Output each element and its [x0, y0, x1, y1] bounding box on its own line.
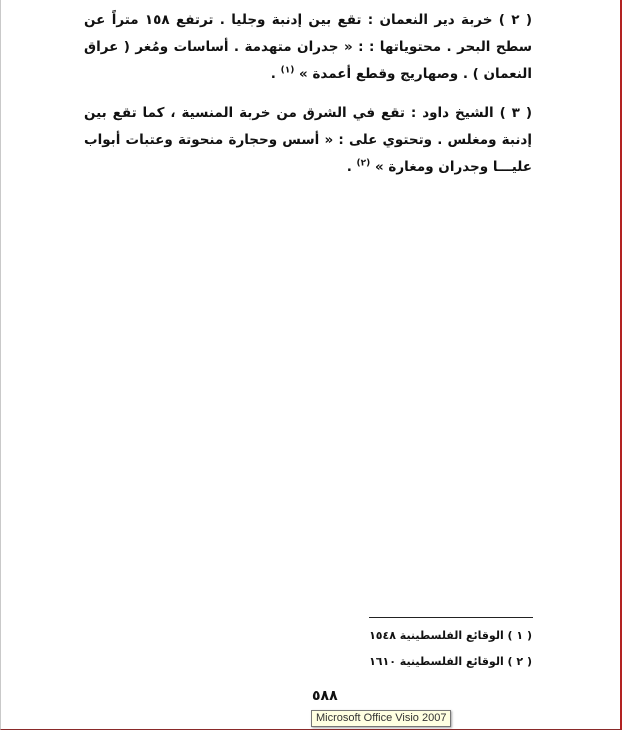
paragraph-end: .: [270, 66, 281, 82]
paragraph-end: .: [346, 159, 357, 175]
footnote-reference: (٢): [356, 158, 371, 169]
footnote-divider: [369, 617, 533, 618]
footnote-reference: (١): [280, 65, 295, 76]
footnote-2: ( ٢ ) الوقائع الفلسطينية ١٦١٠: [369, 655, 532, 668]
footnote-1: ( ١ ) الوقائع الفلسطينية ١٥٤٨: [369, 629, 532, 642]
paragraph-text: ( ٢ ) خربة دير النعمان : تقع بين إدنبة وجليا . ترتفع ١٥٨ متراً عن سطح البحر . محتوياتها : : « جدران متهدمة . أساسات ومُغر ( عراق النعمان ) . وصهاريج وقطع أعمدة »: [84, 12, 532, 82]
footnotes: [332, 623, 532, 675]
paragraph-text: ( ٣ ) الشيخ داود : تقع في الشرق من خربة المنسية ، كما تقع بين إدنبة ومغلس . وتحتوي على : « أسس وحجارة منحوتة وعتبات أبواب عليـــا وجدران ومغارة »: [84, 105, 533, 175]
application-tooltip: Microsoft Office Visio 2007: [311, 710, 451, 727]
page-number: ٥٨٨: [312, 688, 338, 704]
paragraph-khirbet-deir-al-numan: [84, 7, 532, 88]
paragraph-sheikh-dawud: [84, 100, 532, 181]
document-page: [1, 0, 620, 729]
